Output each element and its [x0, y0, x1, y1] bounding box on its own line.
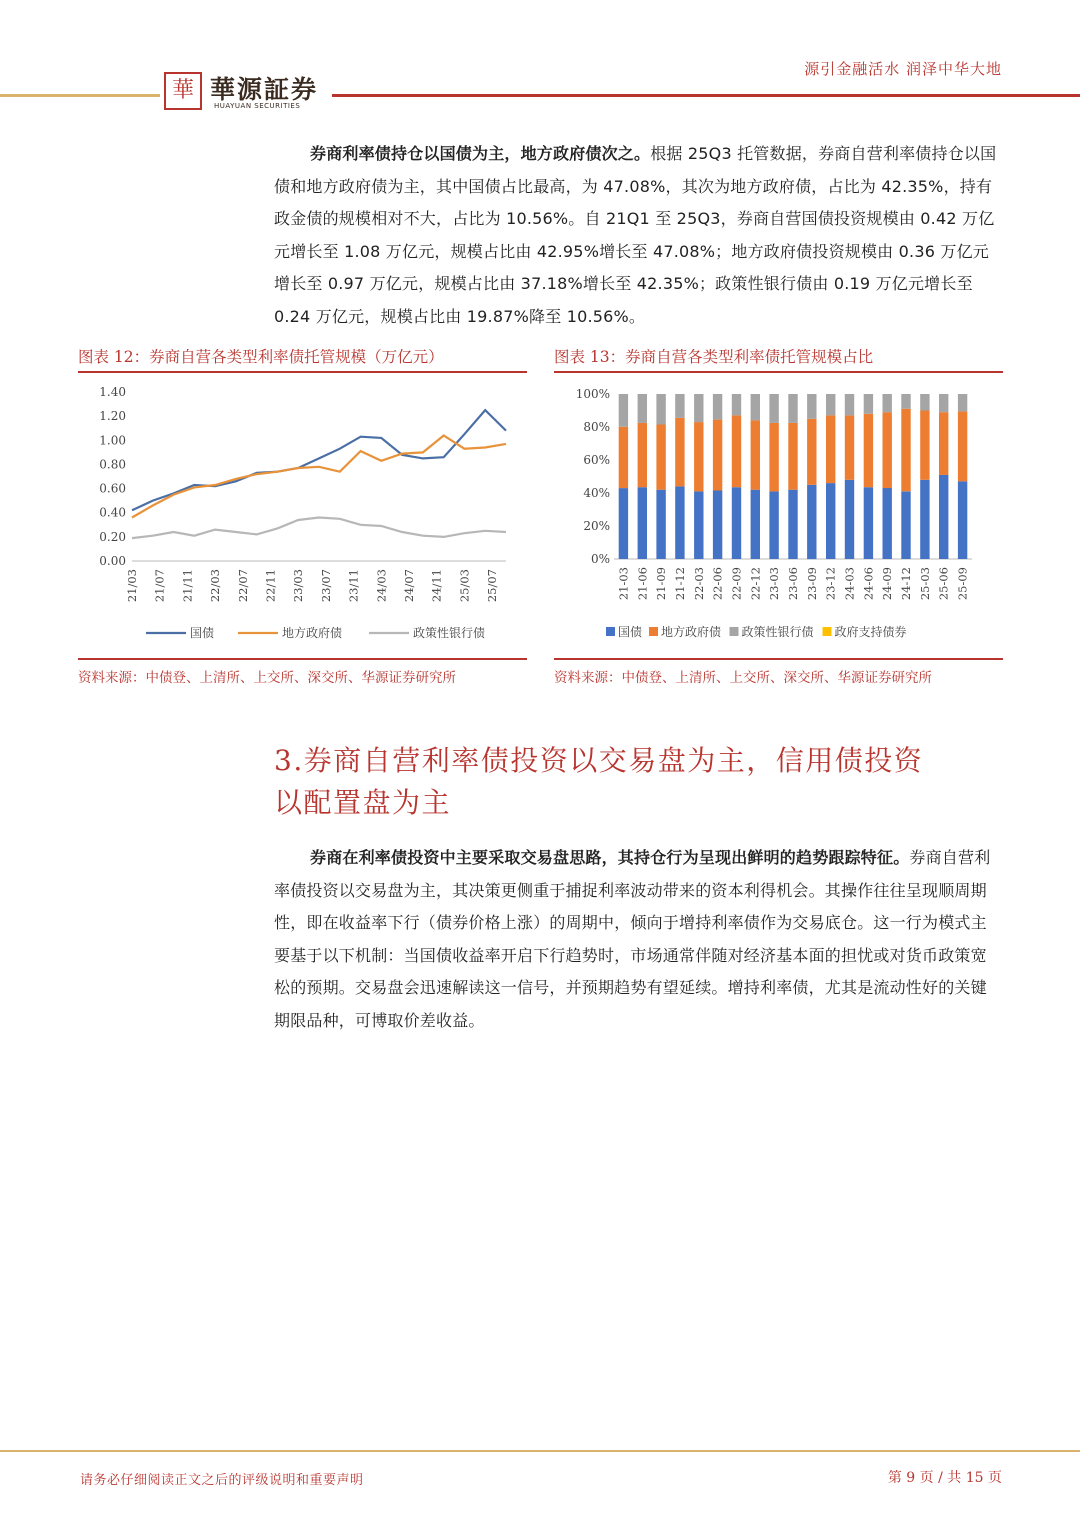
section-number: 3. [274, 744, 304, 777]
chart-13-bar-segment-2 [732, 415, 741, 487]
chart-13-bar-segment-1 [807, 485, 816, 559]
chart-13-legend-swatch-3 [730, 627, 739, 636]
chart-12-y-tick-label: 0.60 [99, 481, 126, 496]
chart-13-bar-segment-3 [769, 394, 778, 423]
chart-13-y-tick-label: 0% [590, 552, 610, 566]
chart-13-y-tick-label: 60% [583, 453, 610, 467]
chart-13-bar-segment-3 [694, 394, 703, 422]
chart-13-y-tick-label: 100% [575, 387, 610, 401]
chart-13-x-tick-label: 23-09 [804, 567, 819, 601]
chart-13-bar-segment-1 [958, 481, 967, 559]
chart-13-legend [606, 624, 907, 639]
chart-13-bar-segment-2 [826, 415, 835, 483]
chart-12-x-tick-label: 23/11 [346, 569, 361, 603]
chart-12-y-tick-label: 0.00 [99, 554, 126, 568]
figure-13-stacked-bar-chart [554, 378, 1003, 656]
chart-13-bar-segment-1 [656, 490, 665, 559]
figure-12-source: 资料来源：中债登、上清所、上交所、深交所、华源证券研究所 [78, 670, 456, 686]
section-title-line-1: 券商自营利率债投资以交易盘为主，信用债投资 [303, 744, 924, 777]
chart-13-bar-segment-3 [958, 394, 967, 411]
chart-12-x-tick-label: 23/07 [318, 569, 333, 603]
chart-13-bar-segment-1 [788, 490, 797, 559]
chart-12-x-tick-label: 21/11 [180, 569, 195, 603]
chart-13-bar-segment-2 [845, 415, 854, 479]
chart-13-bar-segment-3 [619, 394, 628, 427]
chart-13-bar-segment-2 [751, 420, 760, 489]
figure-13-source: 资料来源：中债登、上清所、上交所、深交所、华源证券研究所 [554, 670, 932, 686]
chart-12-legend [146, 625, 485, 640]
chart-12-legend-label: 国债 [190, 626, 215, 640]
chart-12-series [132, 410, 506, 538]
figure-12-line-chart [78, 378, 527, 656]
chart-13-bar-segment-2 [958, 411, 967, 481]
chart-12-x-tick-label: 21/03 [125, 569, 139, 603]
chart-12-x-tick-label: 25/03 [457, 569, 472, 603]
chart-12-y-axis [99, 385, 506, 568]
figure-12-title: 图表 12：券商自营各类型利率债托管规模（万亿元） [78, 348, 444, 366]
chart-12-y-tick-label: 0.20 [99, 529, 126, 544]
chart-13-x-tick-label: 23-06 [786, 567, 800, 601]
chart-12-x-tick-label: 22/03 [208, 569, 223, 603]
chart-12-x-tick-label: 22/07 [235, 569, 250, 603]
chart-12-y-tick-label: 0.80 [99, 457, 126, 472]
chart-13-x-tick-label: 22-12 [748, 567, 763, 601]
chart-13-bar-segment-2 [939, 412, 948, 475]
chart-12-legend-label: 地方政府债 [282, 626, 343, 640]
chart-12-y-tick-label: 1.00 [99, 433, 126, 448]
chart-13-bar-segment-2 [883, 412, 892, 488]
chart-13-bar-segment-3 [939, 394, 948, 412]
chart-13-x-tick-label: 25-06 [936, 567, 951, 601]
chart-13-bar-segment-1 [845, 480, 854, 559]
chart-13-bar-segment-3 [788, 394, 797, 423]
company-logo [164, 70, 334, 116]
paragraph-2-lead: 券商在利率债投资中主要采取交易盘思路，其持仓行为呈现出鲜明的趋势跟踪特征。 [310, 848, 910, 867]
chart-13-bar-segment-3 [675, 394, 684, 418]
chart-12-x-tick-label: 23/03 [291, 569, 306, 603]
chart-13-y-tick-label: 80% [583, 420, 610, 434]
chart-12-series-line-1 [132, 410, 506, 510]
chart-13-bar-segment-1 [619, 488, 628, 559]
chart-12-x-tick-label: 21/07 [152, 569, 167, 603]
paragraph-1-lead: 券商利率债持仓以国债为主，地方政府债次之。 [310, 144, 651, 163]
paragraph-2 [274, 842, 1002, 1038]
chart-13-bar-segment-1 [675, 486, 684, 559]
header-rule-left [0, 94, 160, 97]
chart-13-bar-segment-1 [751, 490, 760, 559]
chart-13-bar-segment-1 [939, 475, 948, 559]
chart-13-bar-segment-1 [826, 483, 835, 559]
chart-12-series-line-2 [132, 436, 506, 518]
chart-13-y-tick-label: 20% [583, 519, 610, 533]
figure-13-title: 图表 13：券商自营各类型利率债托管规模占比 [554, 348, 874, 366]
chart-13-bar-segment-1 [883, 488, 892, 559]
chart-13-bar-segment-3 [638, 394, 647, 423]
header-rule-right [332, 94, 1080, 97]
chart-13-bar-segment-2 [807, 419, 816, 485]
chart-13-y-tick-label: 40% [583, 486, 610, 500]
chart-13-bar-segment-3 [807, 394, 816, 419]
chart-13-bar-segment-2 [638, 423, 647, 487]
chart-13-legend-label: 政府支持债券 [834, 625, 907, 639]
chart-13-bar-segment-3 [864, 394, 873, 414]
chart-13-x-tick-label: 24-06 [861, 567, 876, 601]
chart-13-bar-segment-2 [920, 411, 929, 480]
chart-13-bar-segment-1 [769, 491, 778, 559]
chart-13-bar-segment-1 [713, 491, 722, 560]
paragraph-2-body: 券商自营利率债投资以交易盘为主，其决策更侧重于捕捉利率波动带来的资本利得机会。其操作往往呈现顺周期性，即在收益率下行（债券价格上涨）的周期中，倾向于增持利率债作为交易底仓。这一行为模式主要基于以下机制：当国债收益率开启下行趋势时，市场通常伴随对经济基本面的担忧或对货币政策宽松的预期。交易盘会迅速解读这一信号，并预期趋势有望延续。增持利率债，尤其是流动性好的关键期限品种，可博取价差收益。 [274, 848, 991, 1030]
chart-12-x-tick-label: 25/07 [485, 569, 500, 603]
section-heading-line-1 [274, 740, 1014, 782]
chart-13-bar-segment-2 [694, 422, 703, 491]
chart-13-x-tick-label: 21-12 [672, 567, 687, 601]
chart-13-x-tick-label: 21-09 [654, 567, 669, 601]
paragraph-1-body: 根据 25Q3 托管数据，券商自营利率债持仓以国债和地方政府债为主，其中国债占比最高，为 47.08%，其次为地方政府债，占比为 42.35%，持有政金债的规模相对不大，占比为 10.56%。自 21Q1 至 25Q3，券商自营国债投资规模由 0.42 万亿元增长至 1.08 万亿元，规模占比由 42.95%增长至 47.08%；地方政府债投资规模由 0.36 万亿元增长至 0.97 万亿元，规模占比由 37.18%增长至 42.35%；政策性银行债由 0.19 万亿元增长至 0.24 万亿元，规模占比由 19.87%降至 10.56%。 [274, 144, 997, 326]
chart-13-x-tick-label: 22-09 [729, 567, 744, 601]
chart-12-x-tick-label: 24/03 [374, 569, 389, 603]
chart-13-bar-segment-2 [619, 427, 628, 488]
chart-13-bar-segment-2 [713, 420, 722, 491]
figure-13-bottom-rule [554, 658, 1003, 660]
chart-13-bar-segment-3 [920, 394, 929, 411]
chart-13-x-tick-label: 21-06 [635, 567, 650, 601]
chart-13-bar-segment-1 [864, 487, 873, 559]
paragraph-1 [274, 138, 1002, 334]
chart-13-x-axis [616, 567, 969, 600]
chart-12-x-tick-label: 24/11 [429, 569, 444, 603]
chart-13-bar-segment-3 [732, 394, 741, 415]
chart-13-bar-segment-3 [751, 394, 760, 420]
section-title-line-2: 以配置盘为主 [274, 786, 452, 819]
chart-13-legend-label: 政策性银行债 [741, 625, 814, 639]
chart-13-legend-label: 国债 [618, 625, 643, 639]
chart-13-x-tick-label: 23-12 [823, 567, 838, 601]
chart-13-x-tick-label: 21-03 [616, 567, 631, 601]
chart-13-legend-swatch-1 [606, 627, 615, 636]
chart-13-x-tick-label: 22-03 [691, 567, 706, 601]
chart-13-x-tick-label: 24-12 [899, 567, 914, 601]
chart-13-bars [619, 394, 968, 559]
chart-13-bar-segment-3 [845, 394, 854, 415]
chart-13-legend-swatch-2 [649, 627, 658, 636]
chart-12-legend-label: 政策性银行债 [413, 626, 486, 640]
chart-12-x-tick-label: 24/07 [402, 569, 417, 603]
chart-13-x-tick-label: 25-09 [955, 567, 970, 601]
logo-text-cn: 華源証券 [210, 75, 319, 104]
footer-disclaimer: 请务必仔细阅读正文之后的评级说明和重要声明 [80, 1473, 364, 1488]
chart-12-y-tick-label: 0.40 [99, 505, 126, 520]
chart-13-x-tick-label: 22-06 [710, 567, 725, 601]
chart-13-bar-segment-2 [675, 418, 684, 487]
footer-rule [0, 1450, 1080, 1452]
chart-13-bar-segment-1 [920, 480, 929, 559]
chart-13-bar-segment-1 [638, 487, 647, 559]
chart-12-series-line-3 [132, 518, 506, 539]
chart-13-bar-segment-1 [732, 487, 741, 559]
chart-12-x-axis [125, 569, 499, 602]
chart-13-bar-segment-3 [656, 394, 665, 425]
footer-page-number: 第 9 页 / 共 15 页 [887, 1470, 1002, 1486]
chart-13-legend-swatch-4 [823, 627, 832, 636]
section-heading [274, 740, 1014, 824]
chart-12-x-tick-label: 22/11 [263, 569, 278, 603]
chart-13-bar-segment-3 [901, 394, 910, 409]
chart-13-bar-segment-3 [826, 394, 835, 415]
header-slogan: 源引金融活水 润泽中华大地 [804, 60, 1002, 78]
chart-13-bar-segment-3 [713, 394, 722, 420]
logo-mark-icon [164, 72, 202, 110]
chart-13-bar-segment-2 [656, 425, 665, 490]
chart-13-bar-segment-3 [883, 394, 892, 412]
chart-13-bar-segment-2 [864, 414, 873, 487]
figure-12-bottom-rule [78, 658, 527, 660]
chart-13-bar-segment-1 [901, 491, 910, 559]
logo-mark-glyph: 華 [171, 78, 194, 103]
chart-13-x-tick-label: 24-03 [842, 567, 857, 601]
chart-13-bar-segment-2 [769, 423, 778, 492]
figure-13-top-rule [554, 371, 1003, 373]
chart-13-x-tick-label: 23-03 [767, 567, 782, 601]
figure-12-top-rule [78, 371, 527, 373]
chart-12-y-tick-label: 1.20 [99, 409, 126, 424]
logo-text-en: HUAYUAN SECURITIES [214, 102, 301, 110]
chart-13-x-tick-label: 25-03 [917, 567, 932, 601]
chart-13-bar-segment-1 [694, 491, 703, 559]
chart-13-legend-label: 地方政府债 [661, 625, 722, 639]
chart-13-x-tick-label: 24-09 [880, 567, 895, 601]
chart-13-bar-segment-2 [788, 423, 797, 490]
chart-12-y-tick-label: 1.40 [99, 385, 126, 399]
chart-13-bar-segment-2 [901, 409, 910, 492]
